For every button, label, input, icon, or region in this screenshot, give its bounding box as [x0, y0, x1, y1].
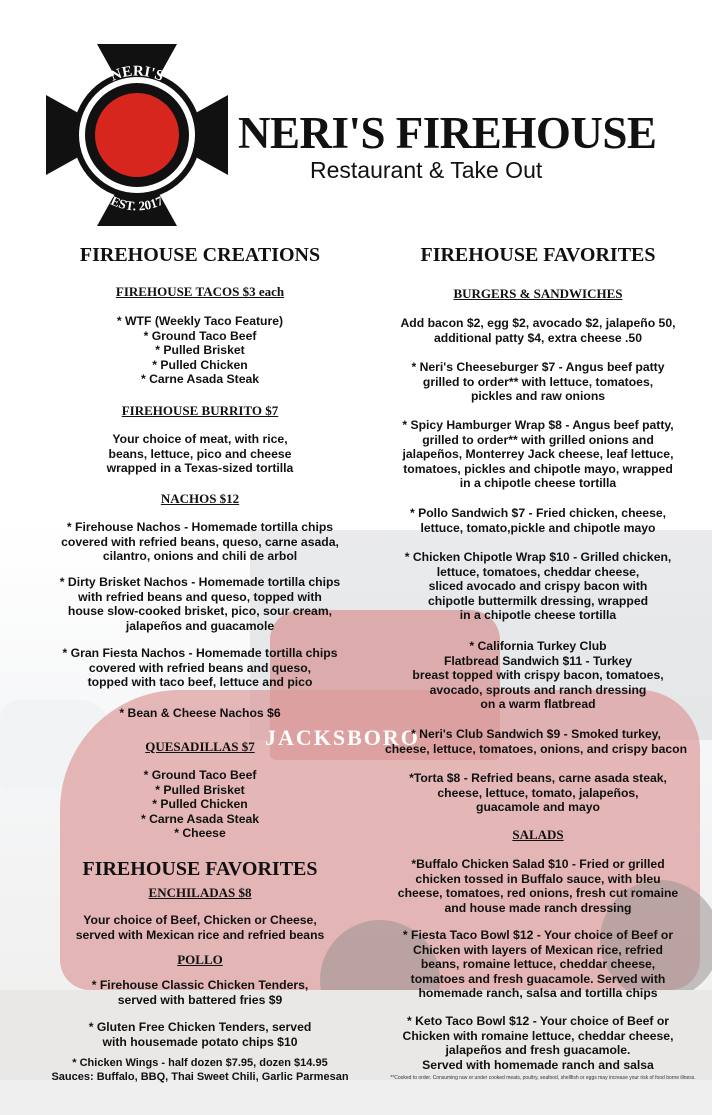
quesadillas-heading: QUESADILLAS $7 [145, 739, 255, 754]
column-title: FIREHOUSE CREATIONS [79, 244, 321, 266]
tacos-list [30, 314, 370, 387]
pollo-heading: POLLO [177, 952, 223, 967]
menu-item-cheeseburger: * Neri's Cheeseburger $7 - Angus beef patty grilled to order** with lettuce, tomatoes, pickles and raw onions [411, 360, 665, 404]
menu-item-buffalo-chicken-salad: *Buffalo Chicken Salad $10 - Fried or grilled chicken tossed in Buffalo sauce, with bleu cheese, tomatoes, red onions, fresh cut romaine and house made ranch dressing [397, 857, 679, 915]
logo-top-text: NERI'S [108, 63, 166, 85]
column-title: FIREHOUSE FAVORITES [82, 858, 318, 880]
menu-item-pollo-sandwich: * Pollo Sandwich $7 - Fried chicken, cheese, lettuce, tomato,pickle and chipotle mayo [409, 506, 667, 535]
menu-item-neris-club-sandwich: * Neri's Club Sandwich $9 - Smoked turkey, cheese, lettuce, tomatoes, onions, and crispy bacon [384, 727, 688, 756]
menu-item-dirty-brisket-nachos: * Dirty Brisket Nachos - Homemade tortilla chips with refried beans and queso, topped with house slow-cooked brisket, pico, sour cream, jalapeños and guacamole [59, 575, 341, 633]
menu-item-firehouse-nachos: * Firehouse Nachos - Homemade tortilla chips covered with refried beans, queso, carne asada, cilantro, onions and chili de arbol [61, 520, 339, 564]
red-center-circle [95, 93, 179, 177]
list-item: * Ground Taco Beef [143, 328, 257, 343]
salads-heading: SALADS [512, 827, 564, 842]
enchiladas-description: Your choice of Beef, Chicken or Cheese, served with Mexican rice and refried beans [75, 913, 325, 942]
burgers-heading: BURGERS & SANDWICHES [453, 286, 623, 301]
quesadillas-list [30, 768, 370, 841]
menu-item-gluten-free-tenders: * Gluten Free Chicken Tenders, served with housemade potato chips $10 [88, 1020, 312, 1049]
restaurant-tagline: Restaurant & Take Out [310, 157, 543, 183]
list-item: * Pulled Brisket [155, 343, 245, 358]
food-safety-footnote: **Cooked to order. Consuming raw or under cooked meats, poultry, seafood, shellfish or eggs may increase your risk of food borne illness. [390, 1075, 696, 1081]
tacos-heading: FIREHOUSE TACOS $3 each [115, 284, 285, 299]
list-item: * Carne Asada Steak [140, 372, 260, 387]
list-item: * Pulled Brisket [155, 782, 245, 797]
list-item: * Carne Asada Steak [140, 811, 260, 826]
logo-bottom-text: EST. 2017 [108, 192, 166, 214]
menu-item-keto-taco-bowl: * Keto Taco Bowl $12 - Your choice of Beef or Chicken with romaine lettuce, cheddar cheese, jalapeños and fresh guacamole. Served with homemade ranch and salsa [402, 1014, 674, 1072]
menu-item-chicken-wings: * Chicken Wings - half dozen $7.95, dozen $14.95 Sauces: Buffalo, BBQ, Thai Sweet Chili, Garlic Parmesan [51, 1057, 349, 1083]
menu-item-spicy-hamburger-wrap: * Spicy Hamburger Wrap $8 - Angus beef patty, grilled to order** with grilled onions and jalapeños, Monterrey Jack cheese, leaf lettuce, tomatoes, pickles and chipotle mayo, wrapped in a chipotle cheese tortilla [402, 418, 674, 491]
menu-item-california-turkey-club: * California Turkey Club Flatbread Sandwich $11 - Turkey breast topped with crispy bacon, tomatoes, avocado, sprouts and ranch dressing on a warm flatbread [412, 639, 664, 712]
restaurant-name: NERI'S FIREHOUSE [238, 108, 657, 158]
list-item: * Pulled Chicken [152, 357, 248, 372]
truck-sign: JACKSBORO [265, 725, 420, 750]
menu-item-bean-cheese-nachos: * Bean & Cheese Nachos $6 [119, 706, 281, 720]
page-bottom-margin [0, 1080, 712, 1115]
maltese-cross-logo [42, 40, 232, 230]
burrito-description: Your choice of meat, with rice, beans, lettuce, pico and cheese wrapped in a Texas-sized tortilla [106, 432, 294, 476]
list-item: * Cheese [174, 826, 226, 841]
menu-item-gran-fiesta-nachos: * Gran Fiesta Nachos - Homemade tortilla chips covered with refried beans and queso, topped with taco beef, lettuce and pico [62, 646, 338, 690]
list-item: * Ground Taco Beef [143, 768, 257, 782]
list-item: * WTF (Weekly Taco Feature) [116, 314, 284, 328]
menu-item-classic-tenders: * Firehouse Classic Chicken Tenders, served with battered fries $9 [91, 978, 309, 1007]
nachos-heading: NACHOS $12 [160, 491, 240, 506]
menu-item-fiesta-taco-bowl: * Fiesta Taco Bowl $12 - Your choice of Beef or Chicken with layers of Mexican rice, refried beans, romaine lettuce, cheddar cheese, tomatoes and fresh guacamole. Served with homemade ranch, salsa and tortilla chips [402, 928, 674, 1001]
menu-item-torta: *Torta $8 - Refried beans, carne asada steak, cheese, lettuce, tomato, jalapeños, guacamole and mayo [409, 771, 667, 815]
enchiladas-heading: ENCHILADAS $8 [148, 885, 252, 900]
menu-item-chicken-chipotle-wrap: * Chicken Chipotle Wrap $10 - Grilled chicken, lettuce, tomatoes, cheddar cheese, sliced avocado and crispy bacon with chipotle buttermilk dressing, wrapped in a chipotle cheese tortilla [404, 550, 672, 623]
list-item: * Pulled Chicken [152, 797, 248, 812]
burrito-heading: FIREHOUSE BURRITO $7 [121, 403, 279, 418]
burger-addons: Add bacon $2, egg $2, avocado $2, jalapeño 50, additional patty $4, extra cheese .50 [400, 316, 676, 345]
column-title: FIREHOUSE FAVORITES [420, 244, 656, 266]
